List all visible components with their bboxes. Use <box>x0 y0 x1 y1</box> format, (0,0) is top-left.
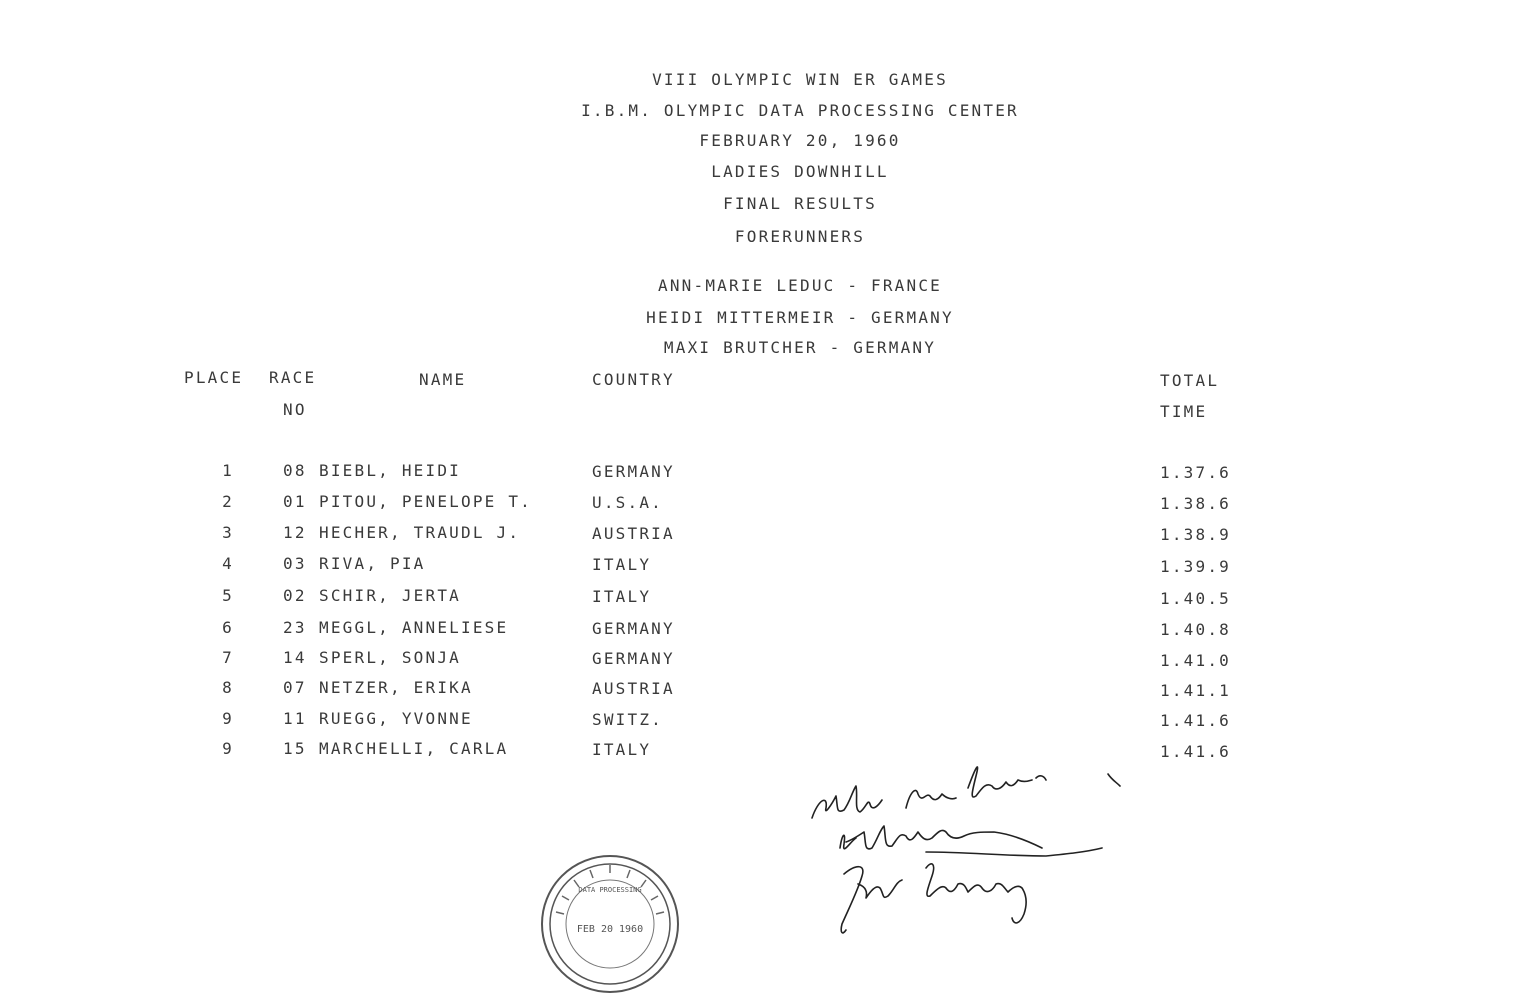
race-no-cell: 01 <box>283 492 307 511</box>
race-no-cell: 11 <box>283 709 307 728</box>
race-no-cell: 23 <box>283 618 307 637</box>
athlete-name-cell: HECHER, TRAUDL J. <box>319 523 521 542</box>
race-no-cell: 07 <box>283 678 307 697</box>
place-cell: 7 <box>222 648 234 667</box>
forerunner-item: ANN-MARIE LEDUC - FRANCE <box>658 276 942 295</box>
total-time-cell: 1.41.0 <box>1160 651 1231 670</box>
col-header-time: TIME <box>1160 402 1208 421</box>
country-cell: U.S.A. <box>592 493 663 512</box>
stamp-date: FEB 20 1960 <box>576 924 644 935</box>
forerunners-heading: FORERUNNERS <box>734 227 866 246</box>
country-cell: ITALY <box>592 555 652 574</box>
signature-2 <box>840 826 1102 856</box>
col-header-race-no: NO <box>283 400 307 419</box>
games-title: VIII OLYMPIC WIN ER GAMES <box>652 70 948 89</box>
total-time-cell: 1.41.6 <box>1160 742 1231 761</box>
processing-center: I.B.M. OLYMPIC DATA PROCESSING CENTER <box>581 101 1019 120</box>
country-cell: ITALY <box>592 587 652 606</box>
place-cell: 2 <box>222 492 234 511</box>
event-name: LADIES DOWNHILL <box>711 162 889 181</box>
total-time-cell: 1.39.9 <box>1160 557 1231 576</box>
country-cell: SWITZ. <box>592 710 663 729</box>
athlete-name-cell: BIEBL, HEIDI <box>319 461 461 480</box>
place-cell: 5 <box>222 586 234 605</box>
place-cell: 4 <box>222 554 234 573</box>
place-cell: 3 <box>222 523 234 542</box>
signature-1 <box>812 767 1120 818</box>
athlete-name-cell: RUEGG, YVONNE <box>319 709 473 728</box>
race-no-cell: 03 <box>283 554 307 573</box>
athlete-name-cell: MEGGL, ANNELIESE <box>319 618 509 637</box>
place-cell: 8 <box>222 678 234 697</box>
results-status: FINAL RESULTS <box>723 194 877 213</box>
athlete-name-cell: SCHIR, JERTA <box>319 586 461 605</box>
country-cell: AUSTRIA <box>592 524 675 543</box>
forerunner-item: HEIDI MITTERMEIR - GERMANY <box>646 308 954 327</box>
total-time-cell: 1.38.6 <box>1160 494 1231 513</box>
col-header-place: PLACE <box>184 368 244 387</box>
country-cell: GERMANY <box>592 649 675 668</box>
country-cell: AUSTRIA <box>592 679 675 698</box>
total-time-cell: 1.41.6 <box>1160 711 1231 730</box>
official-stamp <box>538 852 682 996</box>
col-header-country: COUNTRY <box>592 370 675 389</box>
race-no-cell: 14 <box>283 648 307 667</box>
athlete-name-cell: NETZER, ERIKA <box>319 678 473 697</box>
jury-signatures <box>806 752 1136 936</box>
signature-3 <box>841 864 1026 933</box>
country-cell: GERMANY <box>592 619 675 638</box>
athlete-name-cell: PITOU, PENELOPE T. <box>319 492 532 511</box>
race-no-cell: 15 <box>283 739 307 758</box>
country-cell: GERMANY <box>592 462 675 481</box>
place-cell: 1 <box>222 461 234 480</box>
total-time-cell: 1.41.1 <box>1160 681 1231 700</box>
athlete-name-cell: MARCHELLI, CARLA <box>319 739 509 758</box>
race-no-cell: 02 <box>283 586 307 605</box>
col-header-total: TOTAL <box>1160 371 1220 390</box>
total-time-cell: 1.37.6 <box>1160 463 1231 482</box>
race-no-cell: 12 <box>283 523 307 542</box>
col-header-race: RACE <box>269 368 317 387</box>
athlete-name-cell: SPERL, SONJA <box>319 648 461 667</box>
athlete-name-cell: RIVA, PIA <box>319 554 426 573</box>
total-time-cell: 1.40.5 <box>1160 589 1231 608</box>
country-cell: ITALY <box>592 740 652 759</box>
place-cell: 9 <box>222 739 234 758</box>
place-cell: 6 <box>222 618 234 637</box>
forerunner-item: MAXI BRUTCHER - GERMANY <box>663 338 937 357</box>
col-header-name: NAME <box>419 370 467 389</box>
place-cell: 9 <box>222 709 234 728</box>
race-no-cell: 08 <box>283 461 307 480</box>
total-time-cell: 1.40.8 <box>1160 620 1231 639</box>
stamp-text: DATA PROCESSING <box>578 886 642 894</box>
total-time-cell: 1.38.9 <box>1160 525 1231 544</box>
results-date: FEBRUARY 20, 1960 <box>699 131 901 150</box>
